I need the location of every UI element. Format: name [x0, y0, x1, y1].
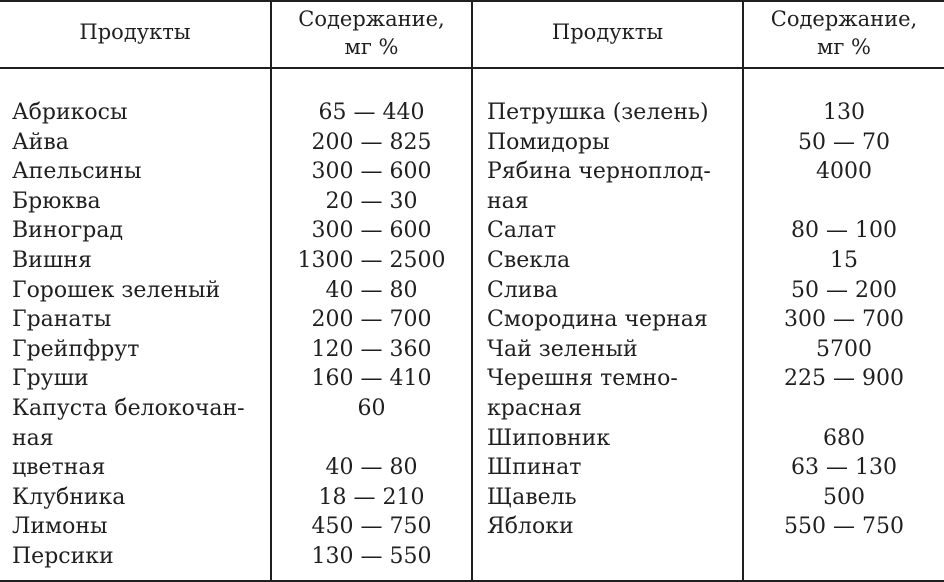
header-content-right: Содержание, мг %	[770, 7, 918, 59]
column-divider-2	[471, 0, 473, 582]
right-values-column: 130 50 — 70 4000 80 — 100 15 50 — 200 300 — 700 5700 225 — 900 680 63 — 130 500 550 — 750	[784, 100, 904, 540]
header-products-left: Продукты	[79, 20, 191, 44]
left-products-column: Абрикосы Айва Апельсины Брюква Виноград Вишня Горошек зеленый Гранаты Грейпфрут Груши Капуста белокочан- ная цветная Клубника Лимоны Персики	[12, 100, 245, 569]
header-content-left: Содержание, мг %	[298, 7, 445, 59]
right-products-column: Петрушка (зелень) Помидоры Рябина черноплод- ная Салат Свекла Слива Смородина черная Чай зеленый Черешня темно- красная Шиповник Шпинат Щавель Яблоки	[487, 100, 711, 540]
left-values-column: 65 — 440 200 — 825 300 — 600 20 — 30 300 — 600 1300 — 2500 40 — 80 200 — 700 120 — 360 160 — 410 60 40 — 80 18 — 210 450 — 750 130 — 550	[297, 100, 446, 569]
header-products-right: Продукты	[551, 20, 664, 44]
